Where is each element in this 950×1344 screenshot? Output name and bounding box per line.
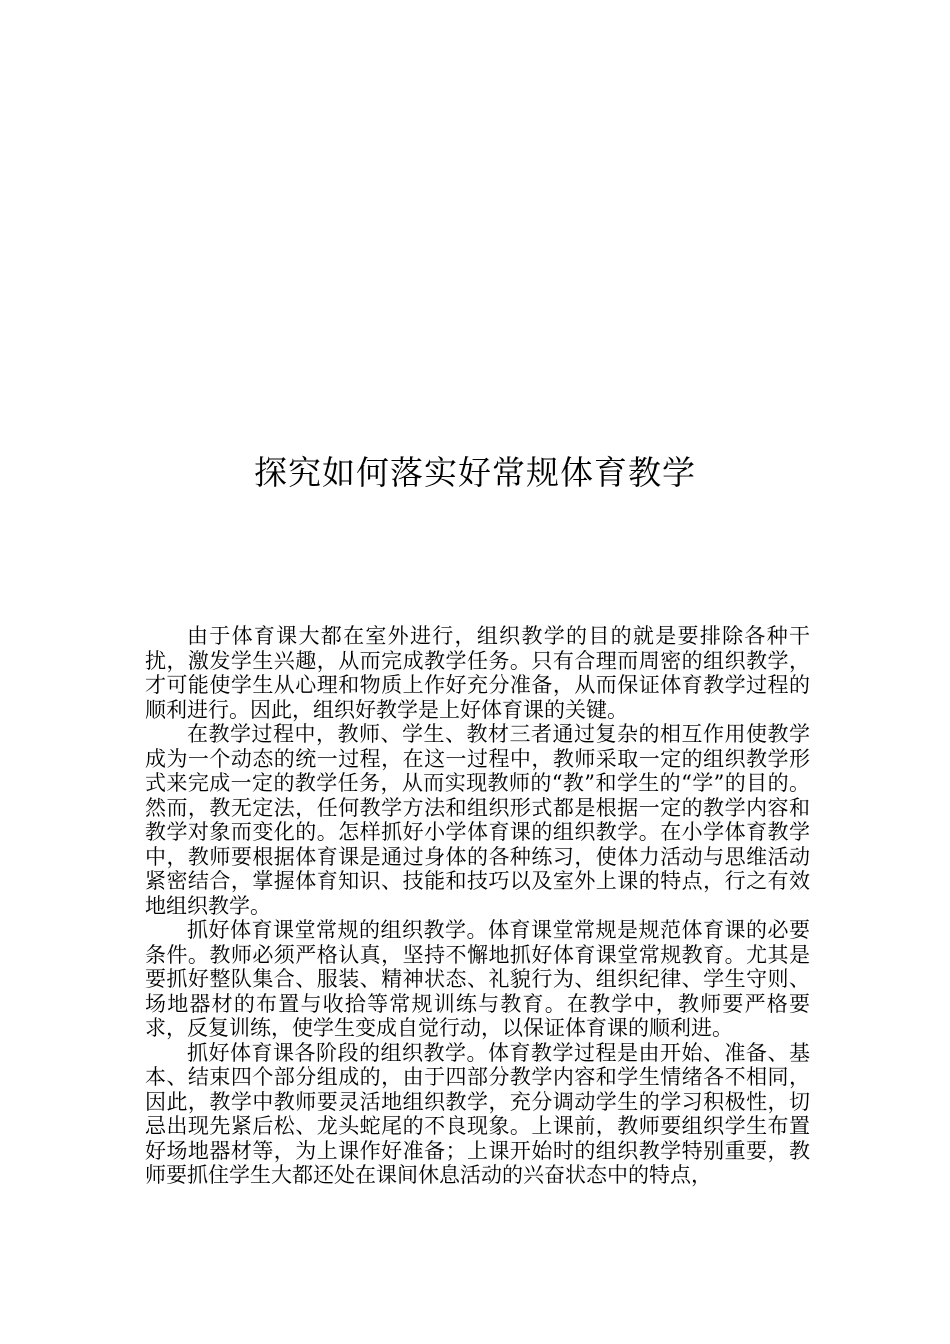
document-title: 探究如何落实好常规体育教学 (254, 453, 696, 492)
paragraph: 在教学过程中，教师、学生、教材三者通过复杂的相互作用使教学成为一个动态的统一过程，在这一过程中，教师采取一定的组织教学形式来完成一定的教学任务，从而实现教师的“教”和学生的“学”的目的。然而，教无定法，任何教学方法和组织形式都是根据一定的教学内容和教学对象而变化的。怎样抓好小学体育课的组织教学。在小学体育教学中，教师要根据体育课是通过身体的各种练习，使体力活动与思维活动紧密结合，掌握体育知识、技能和技巧以及室外上课的特点，行之有效地组织教学。 (145, 722, 810, 918)
paragraph: 抓好体育课堂常规的组织教学。体育课堂常规是规范体育课的必要条件。教师必须严格认真，坚持不懈地抓好体育课堂常规教育。尤其是要抓好整队集合、服装、精神状态、礼貌行为、组织纪律、学生守则、场地器材的布置与收拾等常规训练与教育。在教学中，教师要严格要求，反复训练，使学生变成自觉行动，以保证体育课的顺利进。 (145, 918, 810, 1040)
document-body (145, 624, 810, 1188)
paragraph: 抓好体育课各阶段的组织教学。体育教学过程是由开始、准备、基本、结束四个部分组成的，由于四部分教学内容和学生情绪各不相同，因此，教学中教师要灵活地组织教学，充分调动学生的学习积极性，切忌出现先紧后松、龙头蛇尾的不良现象。上课前，教师要组织学生布置好场地器材等，为上课作好准备；上课开始时的组织教学特别重要，教师要抓住学生大都还处在课间休息活动的兴奋状态中的特点， (145, 1040, 810, 1187)
paragraph: 由于体育课大都在室外进行，组织教学的目的就是要排除各种干扰，激发学生兴趣，从而完成教学任务。只有合理而周密的组织教学，才可能使学生从心理和物质上作好充分准备，从而保证体育教学过程的顺利进行。因此，组织好教学是上好体育课的关键。 (145, 624, 810, 722)
